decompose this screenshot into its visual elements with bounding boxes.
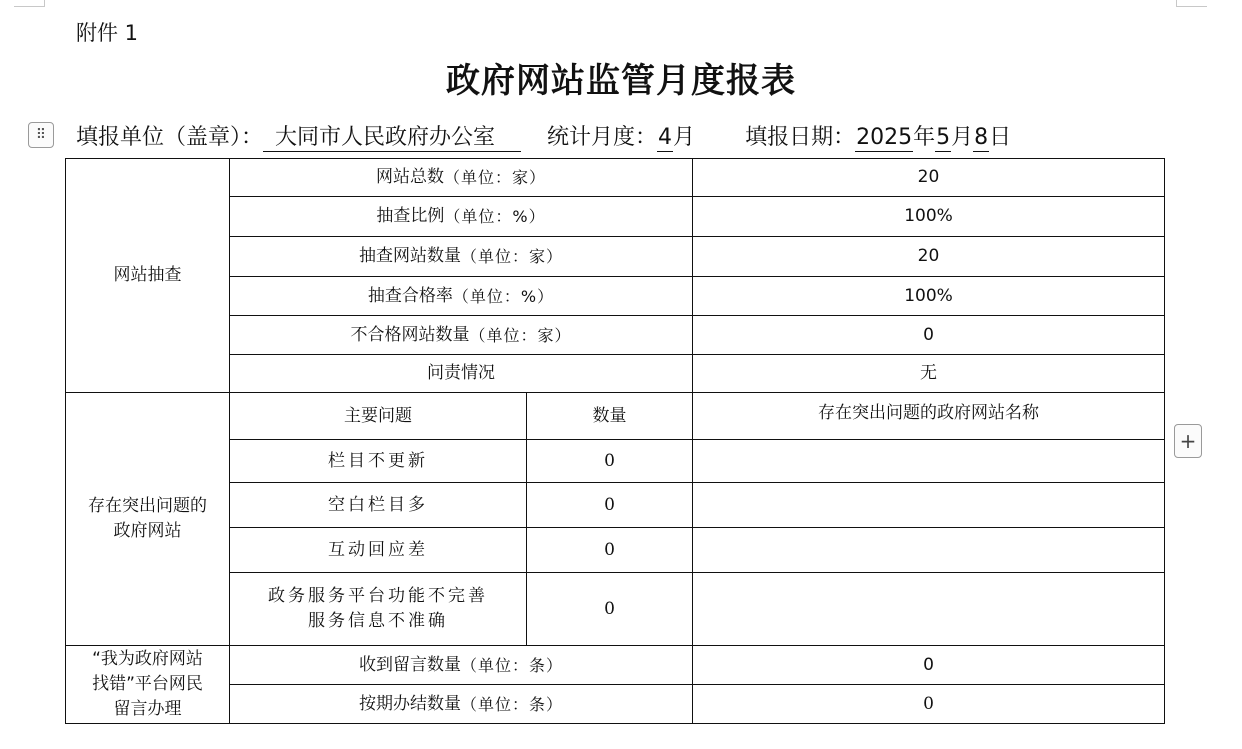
date-label: 填报日期：: [745, 125, 856, 150]
value-pass-rate: 100%: [904, 285, 953, 306]
add-column-icon[interactable]: +: [1174, 424, 1202, 458]
count-not-updated: 0: [604, 450, 615, 471]
count-poor-response: 0: [604, 539, 615, 560]
row-label-messages-received: 收到留言数量 （单位：条）: [358, 654, 563, 675]
sites-empty-columns[interactable]: [693, 483, 1164, 527]
sites-poor-response[interactable]: [693, 528, 1164, 572]
date-day-suffix: 日: [989, 125, 1012, 150]
issue-not-updated: 栏目不更新: [328, 450, 428, 471]
count-empty-columns: 0: [604, 494, 615, 515]
date-month: 5: [936, 125, 951, 150]
sites-service-platform[interactable]: [693, 573, 1164, 645]
row-label-accountability: 问责情况: [427, 363, 495, 383]
date-year: 2025: [856, 125, 913, 150]
report-info-row: [76, 122, 1176, 154]
issue-empty-columns: 空白栏目多: [328, 494, 428, 515]
table-move-handle-icon[interactable]: ⠿: [28, 122, 54, 148]
month-suffix: 月: [673, 125, 696, 150]
page-corner-mark-right: [1176, 0, 1207, 7]
unit-label: 填报单位（盖章）：: [76, 125, 264, 150]
issue-poor-response: 互动回应差: [328, 539, 428, 560]
document-title: 政府网站监管月度报表: [446, 61, 796, 101]
date-year-suffix: 年: [913, 125, 936, 150]
col-header-main-issue: 主要问题: [344, 405, 412, 426]
month-value: 4: [658, 125, 673, 150]
section-label-problems: 存在突出问题的 政府网站: [88, 496, 207, 541]
row-label-total-sites: 网站总数 （单位：家）: [375, 167, 546, 187]
col-header-count: 数量: [592, 405, 627, 426]
row-label-inspection-ratio: 抽查比例 （单位：%）: [376, 206, 546, 226]
section-label-inspection: 网站抽查: [113, 265, 182, 285]
value-messages-resolved: 0: [923, 693, 934, 714]
sites-not-updated[interactable]: [693, 440, 1164, 482]
col-header-site-names: 存在突出问题的政府网站名称: [818, 403, 1039, 423]
value-inspection-ratio: 100%: [904, 206, 953, 226]
row-label-pass-rate: 抽查合格率 （单位：%）: [367, 285, 555, 306]
value-messages-received: 0: [923, 654, 934, 675]
section-label-messages: “我为政府网站 找错”平台网民 留言办理: [92, 649, 203, 719]
attachment-label: 附件 1: [76, 21, 139, 45]
date-day: 8: [974, 125, 989, 150]
row-label-messages-resolved: 按期办结数量 （单位：条）: [358, 693, 563, 714]
value-inspected-count: 20: [917, 246, 940, 266]
value-accountability: 无: [920, 363, 937, 383]
count-service-platform: 0: [604, 598, 615, 619]
date-month-suffix: 月: [951, 125, 974, 150]
row-label-inspected-count: 抽查网站数量 （单位：家）: [358, 246, 563, 266]
value-failed-count: 0: [923, 324, 934, 345]
unit-value: 大同市人民政府办公室: [263, 124, 521, 152]
issue-service-platform: 政务服务平台功能不完善 服务信息不准确: [268, 586, 488, 631]
month-label: 统计月度：: [547, 125, 658, 150]
value-total-sites: 20: [917, 167, 940, 187]
page-corner-mark-left: [14, 0, 45, 7]
row-label-failed-count: 不合格网站数量 （单位：家）: [350, 324, 572, 345]
